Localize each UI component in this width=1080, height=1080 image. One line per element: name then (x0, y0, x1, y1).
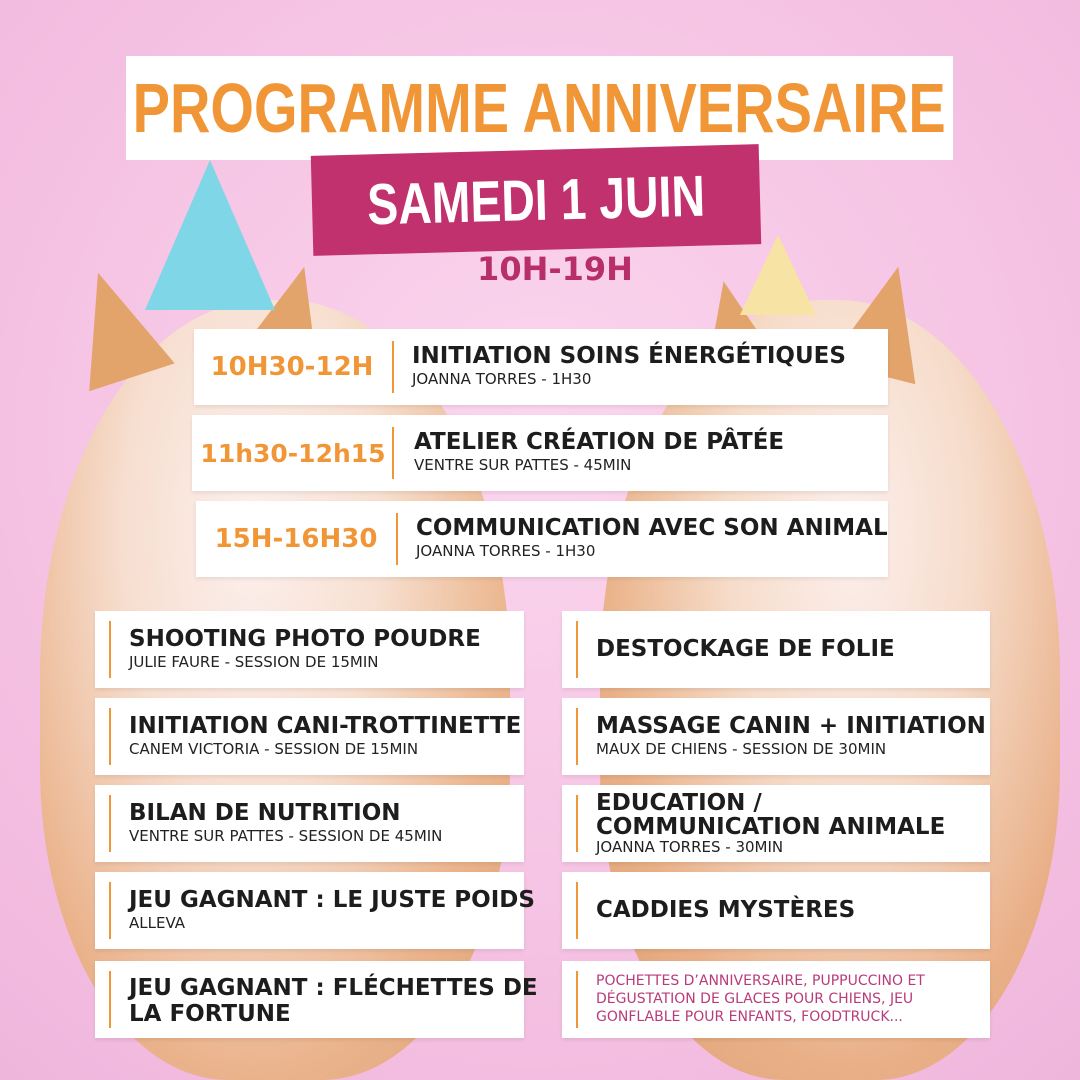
activity-card (562, 611, 990, 688)
schedule-time: 15H-16H30 (214, 524, 378, 554)
activity-card (95, 785, 524, 862)
party-hat-blue (145, 160, 275, 310)
activity-title-line1: EDUCATION / (596, 790, 762, 816)
activity-subtitle: MAUX DE CHIENS - SESSION DE 30MIN (596, 740, 887, 758)
schedule-title: COMMUNICATION AVEC SON ANIMAL (416, 515, 888, 541)
activity-title: DESTOCKAGE DE FOLIE (596, 636, 895, 662)
schedule-subtitle: JOANNA TORRES - 1H30 (416, 542, 596, 560)
event-date: SAMEDI 1 JUIN (366, 163, 706, 237)
divider (392, 427, 394, 479)
divider (109, 971, 111, 1028)
schedule-title: ATELIER CRÉATION DE PÂTÉE (414, 429, 785, 455)
activity-subtitle: JULIE FAURE - SESSION DE 15MIN (129, 653, 379, 671)
divider (109, 708, 111, 765)
date-banner (311, 144, 761, 256)
activity-card (95, 611, 524, 688)
schedule-time: 10H30-12H (210, 352, 374, 382)
activity-title: JEU GAGNANT : LE JUSTE POIDS (129, 887, 535, 913)
divider (392, 341, 394, 393)
activity-title: CADDIES MYSTÈRES (596, 897, 856, 923)
divider (109, 795, 111, 852)
schedule-item (194, 329, 888, 405)
activity-title: INITIATION CANI-TROTTINETTE (129, 713, 522, 739)
activity-card (95, 872, 535, 949)
activity-card (562, 872, 990, 949)
schedule-subtitle: JOANNA TORRES - 1H30 (412, 370, 592, 388)
extras-note-line3: GONFLABLE POUR ENFANTS, FOODTRUCK... (596, 1009, 903, 1025)
activity-subtitle: VENTRE SUR PATTES - SESSION DE 45MIN (129, 827, 443, 845)
activity-card (562, 785, 990, 862)
activity-title-line2: LA FORTUNE (129, 1001, 291, 1027)
divider (109, 621, 111, 678)
extras-note-line2: DÉGUSTATION DE GLACES POUR CHIENS, JEU (596, 991, 914, 1007)
schedule-item (192, 415, 888, 491)
title-banner (126, 56, 953, 160)
divider (576, 882, 578, 939)
schedule-subtitle: VENTRE SUR PATTES - 45MIN (414, 456, 632, 474)
schedule-title: INITIATION SOINS ÉNERGÉTIQUES (412, 343, 846, 369)
divider (576, 971, 578, 1028)
event-hours: 10H-19H (477, 250, 633, 288)
activity-title-line1: JEU GAGNANT : FLÉCHETTES DE (129, 975, 538, 1001)
divider (576, 708, 578, 765)
page-title: PROGRAMME ANNIVERSAIRE (132, 69, 947, 147)
activity-card (95, 961, 538, 1038)
party-hat-yellow (740, 235, 816, 315)
activity-title: BILAN DE NUTRITION (129, 800, 401, 826)
activity-card (562, 961, 990, 1038)
activity-subtitle: JOANNA TORRES - 30MIN (596, 838, 784, 856)
activity-title: MASSAGE CANIN + INITIATION (596, 713, 986, 739)
activity-subtitle: ALLEVA (129, 914, 186, 932)
activity-card (562, 698, 990, 775)
divider (396, 513, 398, 565)
activity-subtitle: CANEM VICTORIA - SESSION DE 15MIN (129, 740, 419, 758)
activity-title-line2: COMMUNICATION ANIMALE (596, 814, 946, 840)
divider (109, 882, 111, 939)
activity-card (95, 698, 524, 775)
divider (576, 795, 578, 852)
activity-title: SHOOTING PHOTO POUDRE (129, 626, 481, 652)
divider (576, 621, 578, 678)
schedule-item (196, 501, 888, 577)
extras-note-line1: POCHETTES D’ANNIVERSAIRE, PUPPUCCINO ET (596, 973, 925, 989)
schedule-time: 11h30-12h15 (200, 438, 386, 468)
